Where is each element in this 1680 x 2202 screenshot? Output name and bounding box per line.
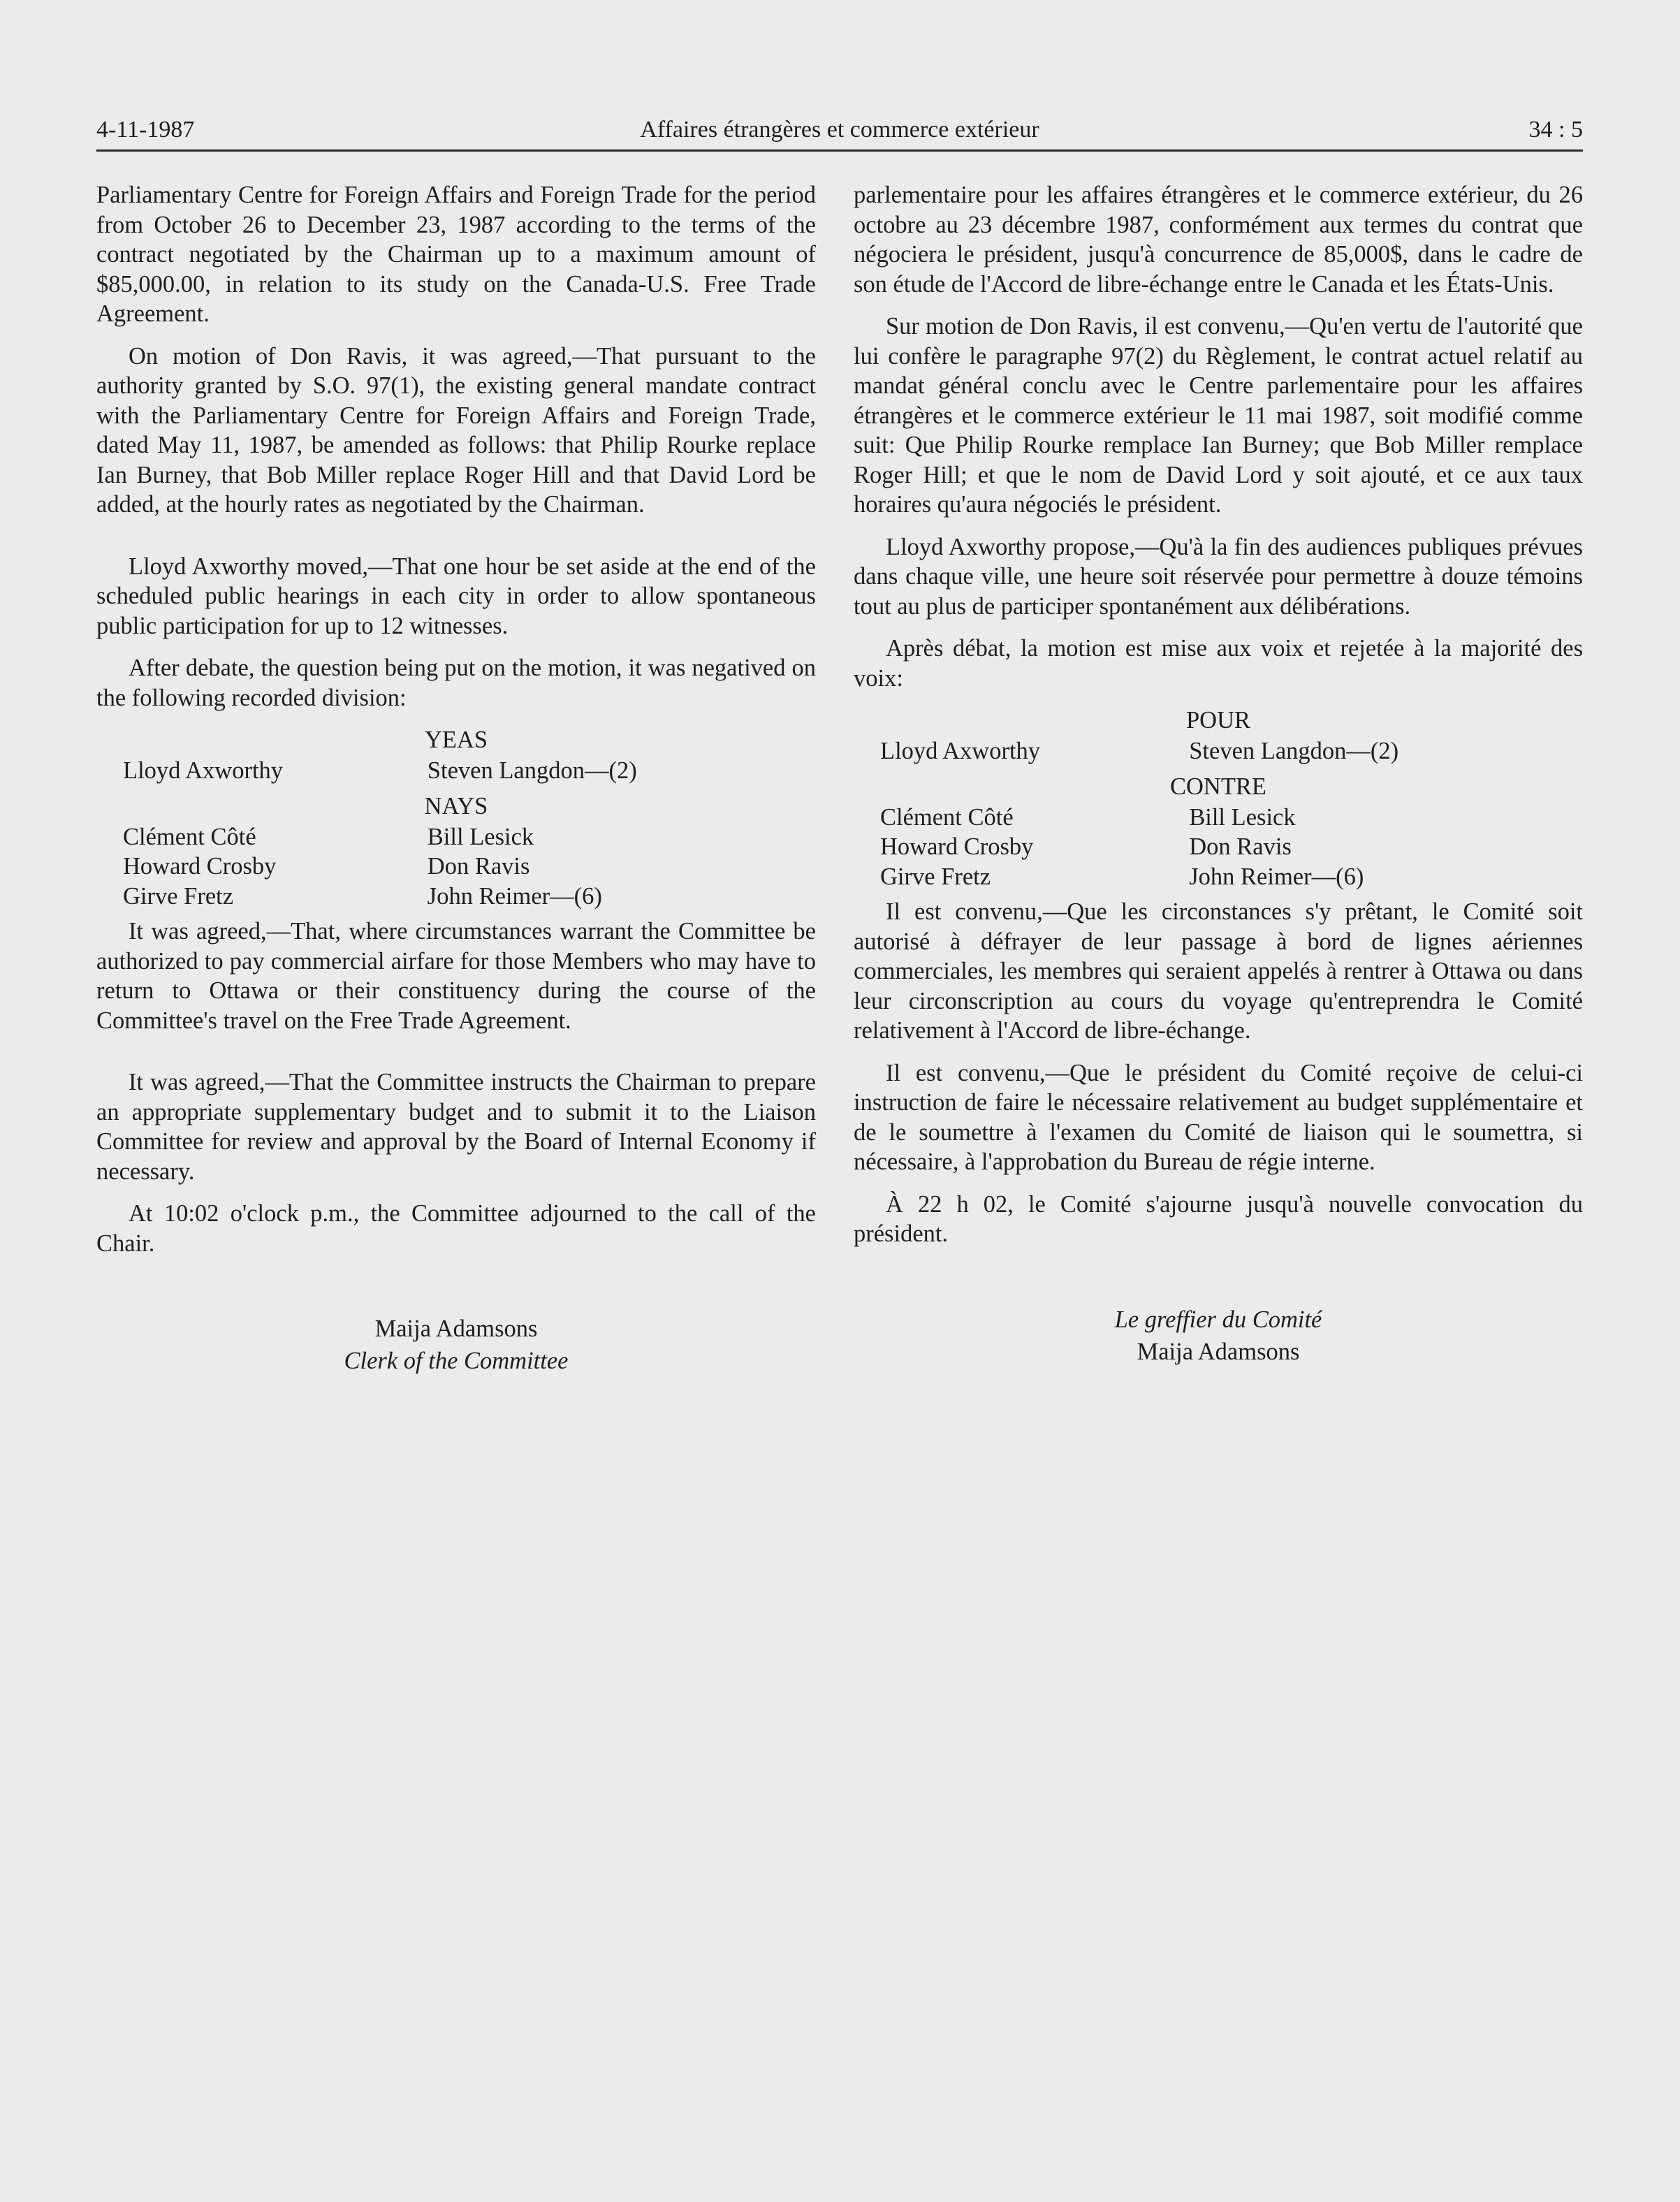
member-name: Lloyd Axworthy: [880, 738, 1041, 764]
en-paragraph-6: It was agreed,—That the Committee instructs the Chairman to prepare an appropriate supplementary budget and to submit it to the Liaison Committee for review and approval by the Board of Internal Economy if necessary.: [96, 1069, 816, 1185]
table-row: [854, 862, 1583, 892]
table-row: [96, 822, 816, 852]
member-name: Clément Côté: [123, 823, 256, 850]
fr-paragraph-2: Sur motion de Don Ravis, il est convenu,—Qu'en vertu de l'autorité que lui confère le paragraphe 97(2) du Règlement, le contrat actuel relatif au mandat général conclu avec le Centre parlementaire pour les affaires étrangères et le commerce extérieur le 11 mai 1987, soit modifié comme suit: Que Philip Rourke remplace Ian Burney; que Bob Miller remplace Roger Hill; et que le nom de David Lord y soit ajouté, et ce aux taux horaires qu'aura négociés le président.: [854, 313, 1583, 518]
english-column: [96, 180, 816, 1377]
french-column: [854, 180, 1583, 1368]
header-title: Affaires étrangères et commerce extérieur: [640, 117, 1039, 143]
fr-nays-heading: CONTRE: [1170, 773, 1266, 800]
fr-signature-role: Le greffier du Comité: [1114, 1306, 1322, 1333]
fr-paragraph-7: À 22 h 02, le Comité s'ajourne jusqu'à nouvelle convocation du président.: [854, 1190, 1583, 1247]
en-paragraph-2: On motion of Don Ravis, it was agreed,—That pursuant to the authority granted by S.O. 97(1), the existing general mandate contract with the Parliamentary Centre for Foreign Affairs and Foreign Trade, dated May 11, 1987, be amended as follows: that Philip Rourke replace Ian Burney, that Bob Miller replace Roger Hill and that David Lord be added, at the hourly rates as negotiated by the Chairman.: [96, 342, 816, 518]
fr-signature-block: [854, 1304, 1583, 1368]
member-name: Don Ravis: [1189, 833, 1292, 860]
en-signature-block: [96, 1313, 816, 1377]
fr-nays-table: [854, 803, 1583, 892]
table-row: [854, 803, 1583, 833]
fr-paragraph-4: Après débat, la motion est mise aux voix et rejetée à la majorité des voix:: [854, 635, 1583, 692]
en-paragraph-5: It was agreed,—That, where circumstances warrant the Committee be authorized to pay commercial airfare for those Members who may have to return to Ottawa or their constituency during the course of the Committee's travel on the Free Trade Agreement.: [96, 918, 816, 1034]
en-paragraph-1: Parliamentary Centre for Foreign Affairs and Foreign Trade for the period from October 26 to December 23, 1987 according to the terms of the contract negotiated by the Chairman up to a maximum amount of $85,000.00, in relation to its study on the Canada-U.S. Free Trade Agreement.: [96, 182, 816, 327]
fr-yeas-heading: POUR: [1185, 707, 1251, 734]
en-signature-name: Maija Adamsons: [374, 1315, 538, 1342]
en-nays-heading: NAYS: [424, 792, 488, 819]
member-name: Bill Lesick: [427, 823, 534, 850]
fr-paragraph-5: Il est convenu,—Que les circonstances s'y prêtant, le Comité soit autorisé à défrayer de leur passage à bord de lignes aériennes commerciales, les membres qui seraient appelés à rentrer à Ottawa ou dans leur circonscription au cours du voyage qu'entreprendra le Comité relativement à l'Accord de libre-échange.: [854, 898, 1583, 1044]
table-row: [854, 736, 1583, 766]
page-header: [96, 110, 1583, 152]
header-date: 4-11-1987: [96, 117, 195, 143]
member-name: Steven Langdon—(2): [427, 757, 637, 784]
header-page-number: 34 : 5: [1528, 117, 1583, 143]
en-yeas-heading: YEAS: [424, 727, 488, 753]
fr-yeas-table: [854, 736, 1583, 766]
en-signature-role: Clerk of the Committee: [344, 1348, 569, 1374]
member-name: Clément Côté: [880, 803, 1014, 831]
member-name: Howard Crosby: [123, 853, 277, 880]
fr-paragraph-6: Il est convenu,—Que le président du Comité reçoive de celui-ci instruction de faire le nécessaire relativement au budget supplémentaire et de le soumettre à l'examen du Comité de liaison qui le soumettra, si nécessaire, à l'approbation du Bureau de régie interne.: [854, 1059, 1583, 1175]
member-name: John Reimer—(6): [427, 882, 602, 910]
member-name: Howard Crosby: [880, 833, 1034, 860]
member-name: Girve Fretz: [880, 863, 991, 890]
en-paragraph-3: Lloyd Axworthy moved,—That one hour be set aside at the end of the scheduled public hearings in each city in order to allow spontaneous public participation for up to 12 witnesses.: [96, 553, 816, 639]
table-row: [854, 832, 1583, 862]
member-name: Girve Fretz: [123, 882, 234, 910]
fr-paragraph-3: Lloyd Axworthy propose,—Qu'à la fin des audiences publiques prévues dans chaque ville, une heure soit réservée pour permettre à douze témoins tout au plus de participer spontanément aux délibérations.: [854, 533, 1583, 620]
member-name: Steven Langdon—(2): [1189, 738, 1399, 764]
en-paragraph-7: At 10:02 o'clock p.m., the Committee adjourned to the call of the Chair.: [96, 1200, 816, 1257]
member-name: John Reimer—(6): [1189, 863, 1364, 890]
table-row: [96, 756, 816, 786]
en-paragraph-4: After debate, the question being put on the motion, it was negatived on the following recorded division:: [96, 655, 816, 711]
member-name: Don Ravis: [427, 853, 530, 880]
table-row: [96, 852, 816, 882]
en-nays-table: [96, 822, 816, 912]
en-yeas-table: [96, 756, 816, 786]
member-name: Lloyd Axworthy: [123, 757, 284, 784]
fr-paragraph-1: parlementaire pour les affaires étrangères et le commerce extérieur, du 26 octobre au 23 décembre 1987, conformément aux termes du contrat que négociera le président, jusqu'à concurrence de 85,000$, dans le cadre de son étude de l'Accord de libre-échange entre le Canada et les États-Unis.: [854, 182, 1583, 298]
fr-signature-name: Maija Adamsons: [1137, 1338, 1300, 1365]
member-name: Bill Lesick: [1189, 803, 1296, 831]
table-row: [96, 882, 816, 912]
